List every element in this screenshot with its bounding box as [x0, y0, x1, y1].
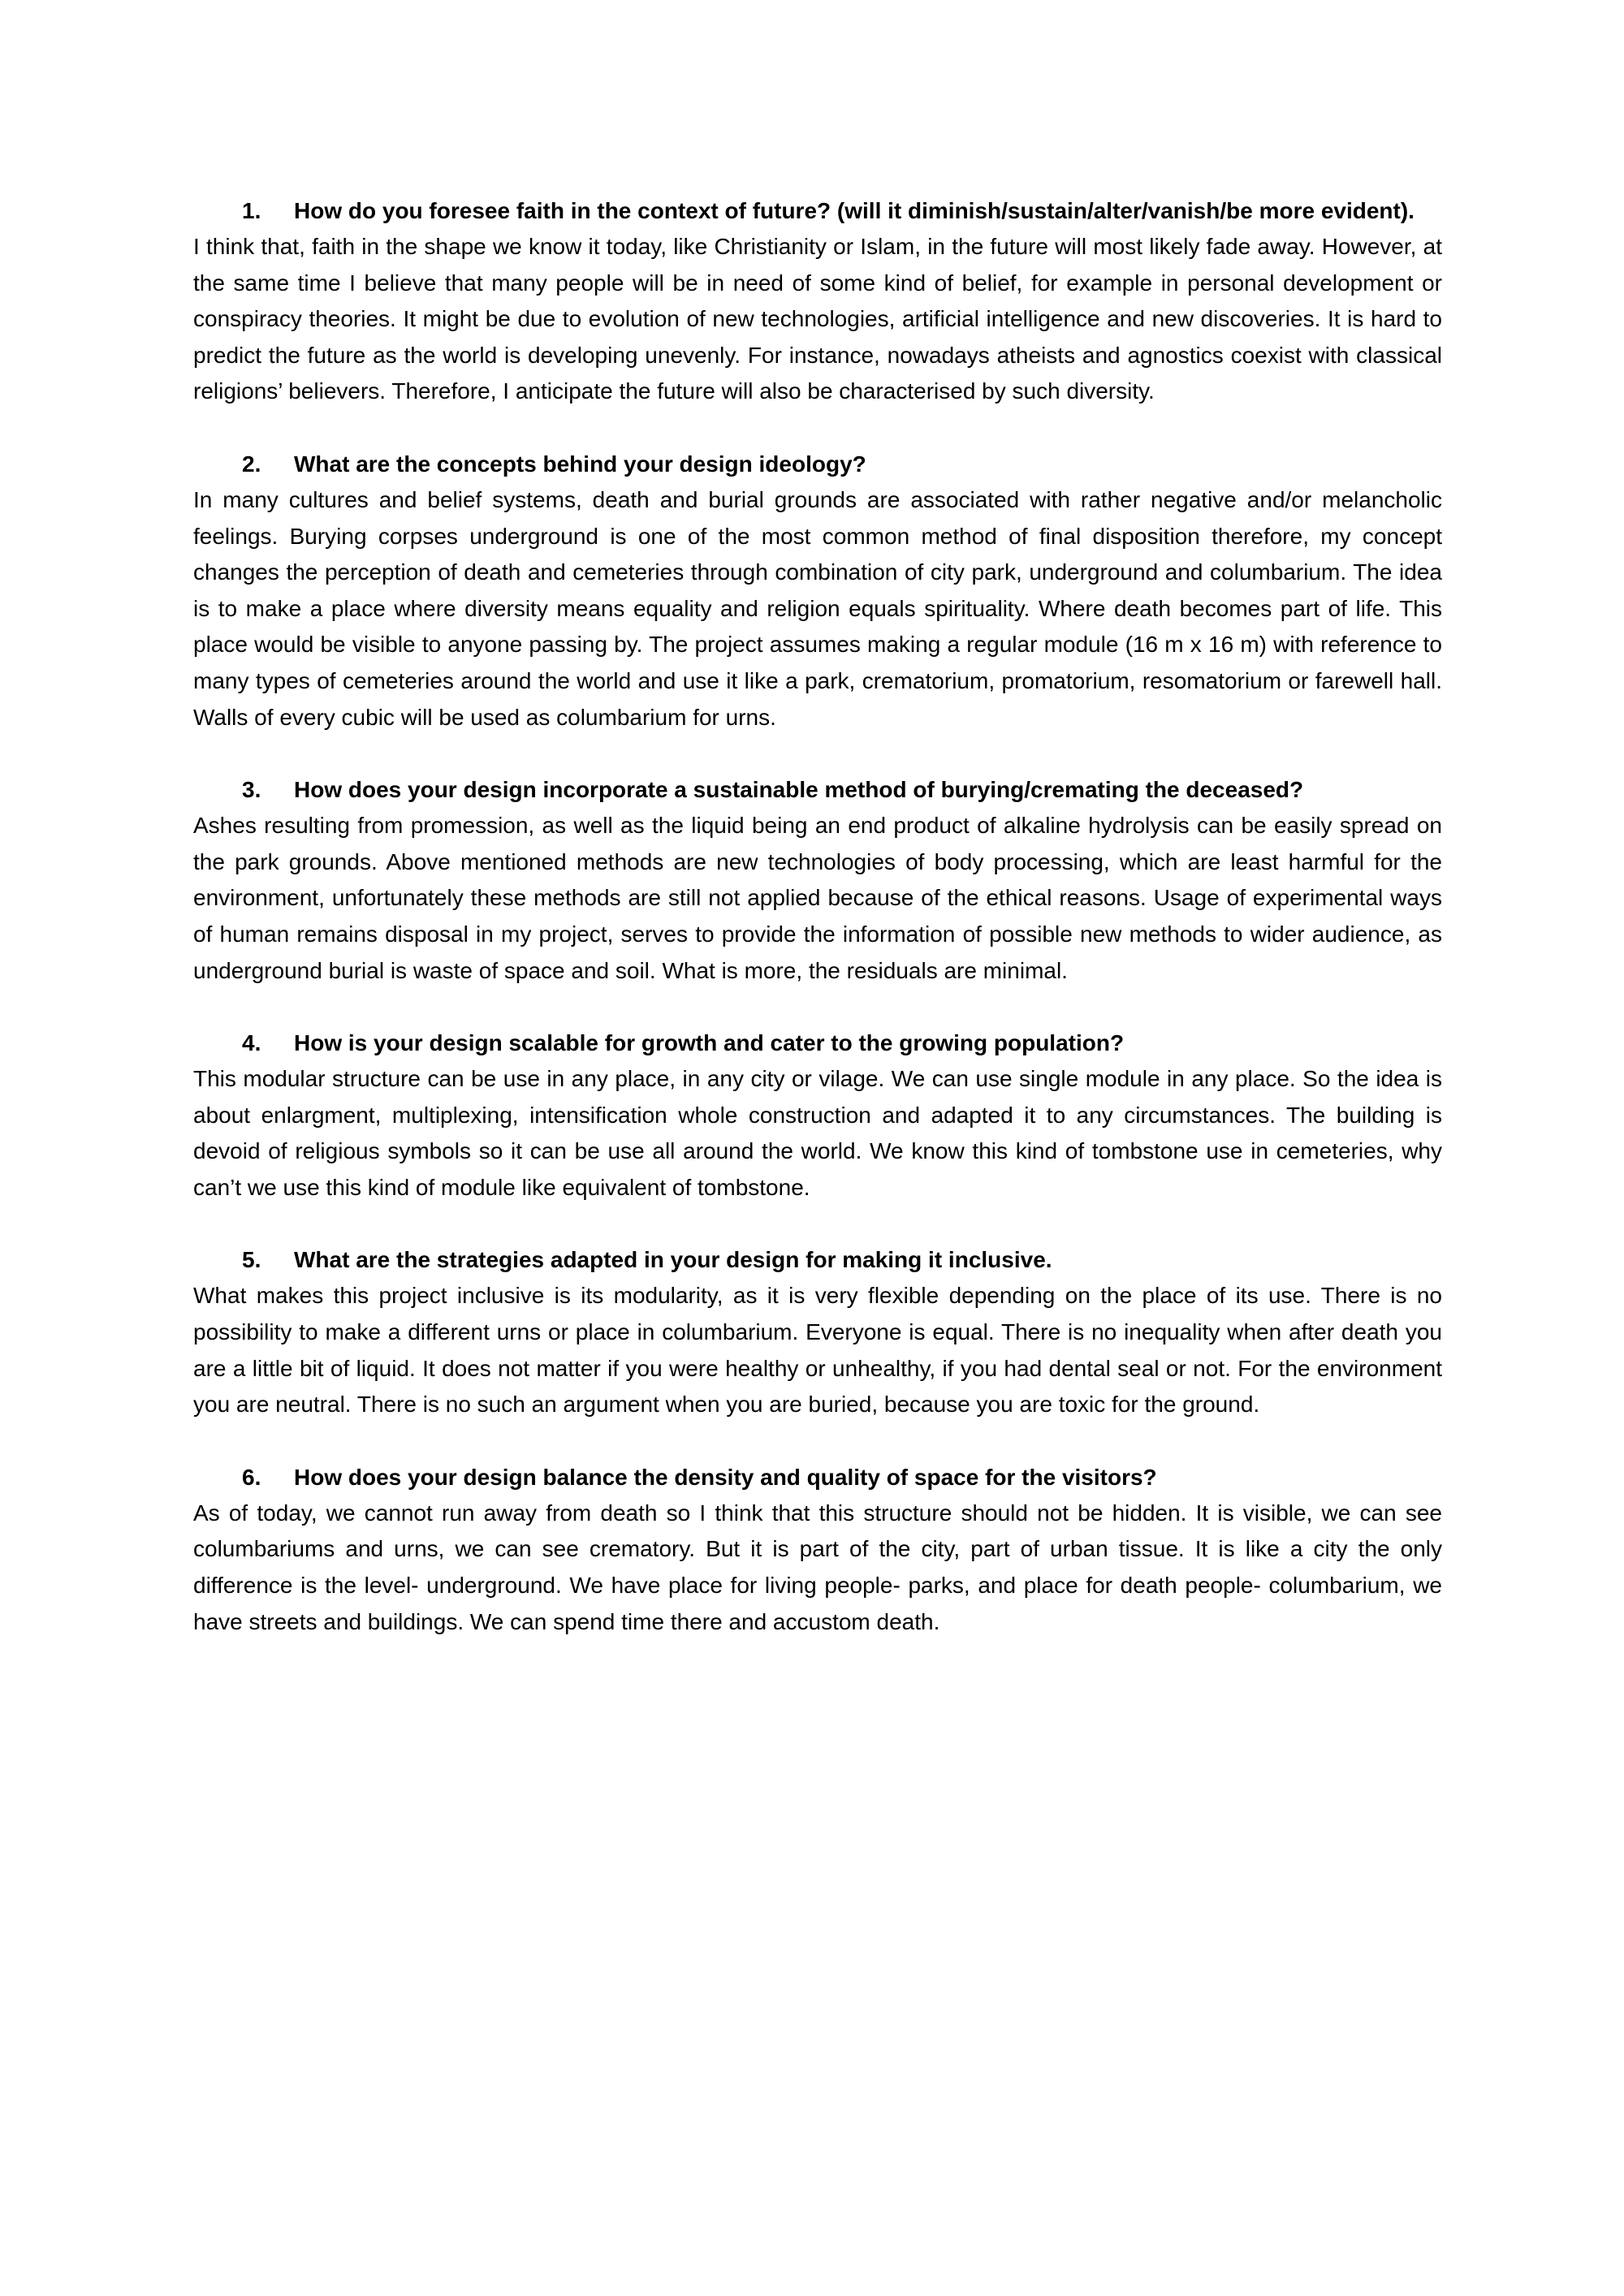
question-number: 6. — [242, 1464, 261, 1490]
question-text: How is your design scalable for growth and cater to the growing population? — [294, 1030, 1125, 1056]
question-number: 4. — [242, 1030, 261, 1056]
qa-section-4 — [193, 1025, 1442, 1206]
question-text: What are the strategies adapted in your design for making it inclusive. — [294, 1247, 1052, 1273]
question-number: 1. — [242, 198, 261, 223]
question-text: What are the concepts behind your design ideology? — [294, 451, 866, 477]
question-number: 2. — [242, 451, 261, 477]
question-number: 3. — [242, 777, 261, 803]
question-heading — [193, 193, 1442, 229]
answer-paragraph: I think that, faith in the shape we know it today, like Christianity or Islam, in the future will most likely fade away. However, at the same time I believe that many people will be in need of some kind of belief, for example in personal development or conspiracy theories. It might be due to evolution of new technologies, artificial intelligence and new discoveries. It is hard to predict the future as the world is developing unevenly. For instance, nowadays atheists and agnostics coexist with classical religions’ believers. Therefore, I anticipate the future will also be characterised by such diversity. — [193, 234, 1442, 404]
answer-paragraph: In many cultures and belief systems, death and burial grounds are associated with rather negative and/or melancholic feelings. Burying corpses underground is one of the most common method of final disposition therefore, my concept changes the perception of death and cemeteries through combination of city park, underground and columbarium. The idea is to make a place where diversity means equality and religion equals spirituality. Where death becomes part of life. This place would be visible to anyone passing by. The project assumes making a regular module (16 m x 16 m) with reference to many types of cemeteries around the world and use it like a park, crematorium, promatorium, resomatorium or farewell hall. Walls of every cubic will be used as columbarium for urns. — [193, 486, 1442, 730]
qa-section-6 — [193, 1460, 1442, 1640]
answer-paragraph: What makes this project inclusive is its modularity, as it is very flexible depending on the place of its use. There is no possibility to make a different urns or place in columbarium. Everyone is equal. There is no inequality when after death you are a little bit of liquid. It does not matter if you were healthy or unhealthy, if you had dental seal or not. For the environment you are neutral. There is no such an argument when you are buried, because you are toxic for the ground. — [193, 1283, 1442, 1418]
question-text: How do you foresee faith in the context of future? (will it diminish/sustain/alter/vanish/be more evident). — [294, 198, 1415, 223]
question-text: How does your design balance the density and quality of space for the visitors? — [294, 1464, 1157, 1490]
question-heading — [193, 772, 1442, 808]
question-heading — [193, 1460, 1442, 1495]
question-text: How does your design incorporate a sustainable method of burying/cremating the deceased? — [294, 777, 1304, 803]
question-heading — [193, 447, 1442, 482]
document-page — [193, 193, 1442, 1677]
question-number: 5. — [242, 1247, 261, 1273]
question-heading — [193, 1025, 1442, 1061]
answer-paragraph: Ashes resulting from promession, as well as the liquid being an end product of alkaline hydrolysis can be easily spread on the park grounds. Above mentioned methods are new technologies of body processing, which are least harmful for the environment, unfortunately these methods are still not applied because of the ethical reasons. Usage of experimental ways of human remains disposal in my project, serves to provide the information of possible new methods to wider audience, as underground burial is waste of space and soil. What is more, the residuals are minimal. — [193, 813, 1442, 983]
question-heading — [193, 1242, 1442, 1278]
qa-section-5 — [193, 1242, 1442, 1422]
qa-section-1 — [193, 193, 1442, 410]
qa-section-2 — [193, 447, 1442, 736]
qa-section-3 — [193, 772, 1442, 989]
answer-paragraph: This modular structure can be use in any place, in any city or vilage. We can use single module in any place. So the idea is about enlargment, multiplexing, intensification whole construction and adapted it to any circumstances. The building is devoid of religious symbols so it can be use all around the world. We know this kind of tombstone use in cemeteries, why can’t we use this kind of module like equivalent of tombstone. — [193, 1066, 1442, 1200]
answer-paragraph: As of today, we cannot run away from death so I think that this structure should not be hidden. It is visible, we can see columbariums and urns, we can see crematory. But it is part of the city, part of urban tissue. It is like a city the only difference is the level- underground. We have place for living people- parks, and place for death people- columbarium, we have streets and buildings. We can spend time there and accustom death. — [193, 1500, 1442, 1634]
